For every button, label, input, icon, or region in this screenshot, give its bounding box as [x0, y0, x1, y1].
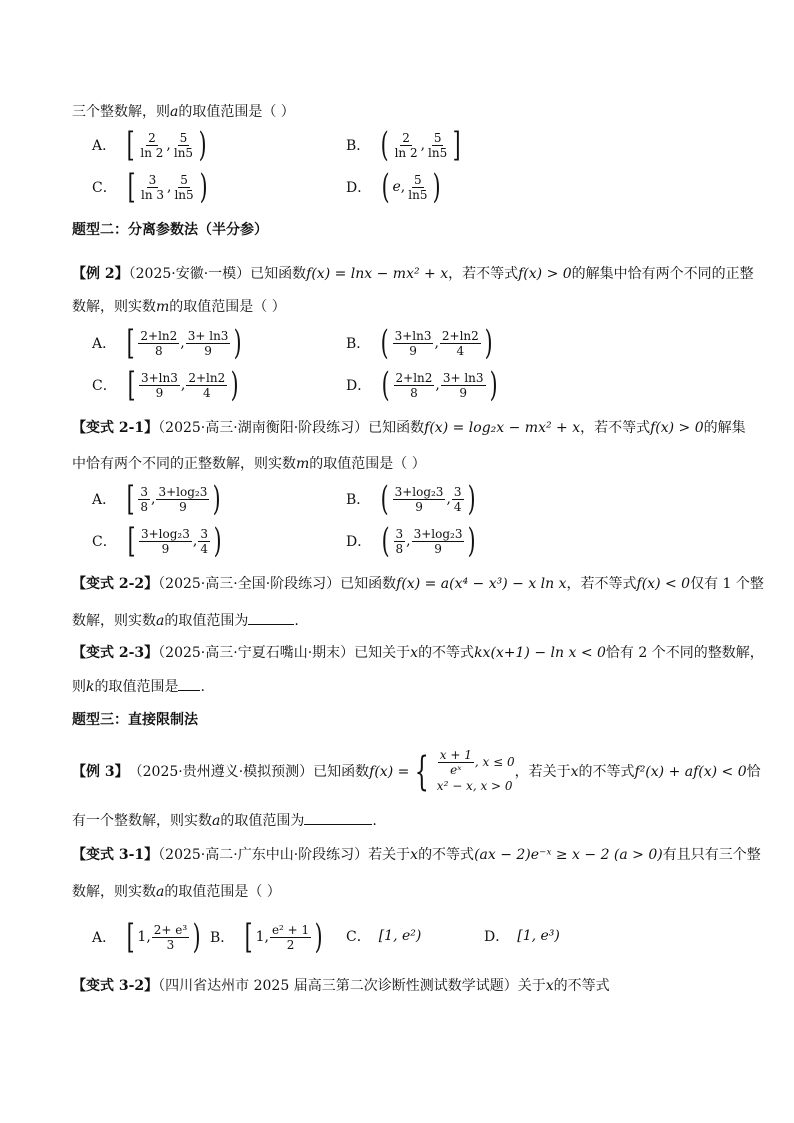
fraction: $\frac{3}{\ln 3}$ — [140, 172, 164, 202]
answer-blank[interactable] — [304, 810, 372, 825]
ex2-option-a[interactable]: A． [ $\frac{2+\ln 2}{8}$ , $\frac{3+ \ln 3}{9}$ ) — [92, 323, 243, 363]
v21-option-d[interactable]: D． ( $\frac{3}{8}$ , $\frac{\text{3+log₂3}}{9}$ ) — [346, 521, 477, 561]
section-heading-3: 题型三：直接限制法 — [72, 712, 198, 728]
example-2-line2: 数解，则实数m的取值范围是（ ） — [72, 299, 286, 315]
example-2-line1: 【例 2】（2025·安徽·一模）已知函数f(x) = lnx − mx² + x，若不等式f(x) > 0的解集中恰有两个不同的正整 — [72, 266, 754, 282]
variant-3-2-line1: 【变式 3-2】（四川省达州市 2025 届高三第二次诊断性测试数学试题）关于x的不等式 — [72, 978, 610, 994]
ex2-option-c[interactable]: C． [ $\frac{3+\ln 3}{9}$ , $\frac{2+\ln 2}{4}$ ) — [92, 365, 239, 405]
section-heading-2: 题型二：分离参数法（半分参） — [72, 222, 268, 238]
v21-option-c[interactable]: C． [ $\frac{\text{3+log₂3}}{9}$ , $\frac{3}{4}$ ) — [92, 521, 222, 561]
variant-3-1-line1: 【变式 3-1】（2025·高二·广东中山·阶段练习）若关于x的不等式(ax − 2)e⁻ˣ ≥ x − 2 (a > 0)有且只有三个整 — [72, 847, 761, 863]
variant-2-1-line2: 中恰有两个不同的正整数解，则实数m的取值范围是（ ） — [72, 456, 426, 472]
v31-option-a[interactable]: A． [ 1 , $\frac{\text{2+ e³}}{3}$ ) — [92, 917, 201, 957]
variant-2-2-line2: 数解，则实数a的取值范围为 . — [72, 610, 299, 631]
example-3-line2: 有一个整数解，则实数a的取值范围为 . — [72, 810, 377, 831]
fraction: $\frac{2}{\ln 2}$ — [394, 130, 418, 160]
fraction: $\frac{5}{\ln 5}$ — [174, 172, 194, 202]
v21-option-a[interactable]: A． [ $\frac{3}{8}$ , $\frac{\text{3+log₂3}}{9}$ ) — [92, 479, 221, 519]
fraction: $\frac{2}{\ln 2}$ — [140, 130, 164, 160]
option-d[interactable]: D． ( e , $\frac{5}{\ln 5}$ ) — [346, 167, 442, 207]
fraction: $\frac{5}{\ln 5}$ — [408, 172, 428, 202]
variant-3-1-line2: 数解，则实数a的取值范围是（ ） — [72, 884, 281, 900]
v21-option-b[interactable]: B． ( $\frac{\text{3+log₂3}}{9}$ , $\frac{3}{4}$ ) — [346, 479, 476, 519]
option-c[interactable]: C． [ $\frac{3}{\ln 3}$ , $\frac{5}{\ln 5}$ ) — [92, 167, 208, 207]
option-b[interactable]: B． ( $\frac{2}{\ln 2}$ , $\frac{5}{\ln 5}$ ] — [346, 125, 461, 165]
answer-blank[interactable] — [178, 676, 200, 691]
variant-2-1-line1: 【变式 2-1】（2025·高三·湖南衡阳·阶段练习）已知函数f(x) = log₂x − mx² + x，若不等式f(x) > 0的解集 — [72, 420, 746, 436]
ex2-option-d[interactable]: D． ( $\frac{2+\ln 2}{8}$ , $\frac{3+ \ln 3}{9}$ ) — [346, 365, 498, 405]
variant-2-3-line2: 则k的取值范围是 . — [72, 676, 205, 697]
piecewise-function: { $\frac{x + 1}{\text{eˣ}}$ , x ≤ 0 x² − x, x > 0 — [415, 748, 515, 795]
variant-2-3-line1: 【变式 2-3】（2025·高三·宁夏石嘴山·期末）已知关于x的不等式kx(x+1) − ln x < 0恰有 2 个不同的整数解， — [72, 645, 764, 661]
example-3-line1: 【例 3】 （2025·贵州遵义·模拟预测）已知函数 f(x) = { $\frac{x + 1}{\text{eˣ}}$ , x ≤ 0 x² − x, x > 0 ，若关于 x 的不等式 f²(x) + af(x) < 0 恰 — [72, 748, 761, 795]
v31-option-c[interactable]: C． [1, e²) — [346, 928, 422, 945]
v31-option-d[interactable]: D． [1, e³) — [484, 928, 560, 945]
fraction: $\frac{5}{\ln 5}$ — [173, 130, 194, 160]
variant-2-2-line1: 【变式 2-2】（2025·高三·全国·阶段练习）已知函数f(x) = a(x⁴ − x³) − x ln x，若不等式f(x) < 0仅有 1 个整 — [72, 576, 764, 592]
option-a[interactable]: A． [ $\frac{2}{\ln 2}$ , $\frac{5}{\ln 5}$ ) — [92, 125, 207, 165]
ex2-option-b[interactable]: B． ( $\frac{3+\ln 3}{9}$ , $\frac{2+\ln 2}{4}$ ) — [346, 323, 493, 363]
fraction: $\frac{5}{\ln 5}$ — [428, 130, 448, 160]
v31-option-b[interactable]: B． [ 1 , $\frac{\text{e² + 1}}{2}$ ) — [210, 917, 323, 957]
question-continuation: 三个整数解，则a的取值范围是（ ） — [72, 104, 295, 120]
answer-blank[interactable] — [248, 610, 294, 625]
